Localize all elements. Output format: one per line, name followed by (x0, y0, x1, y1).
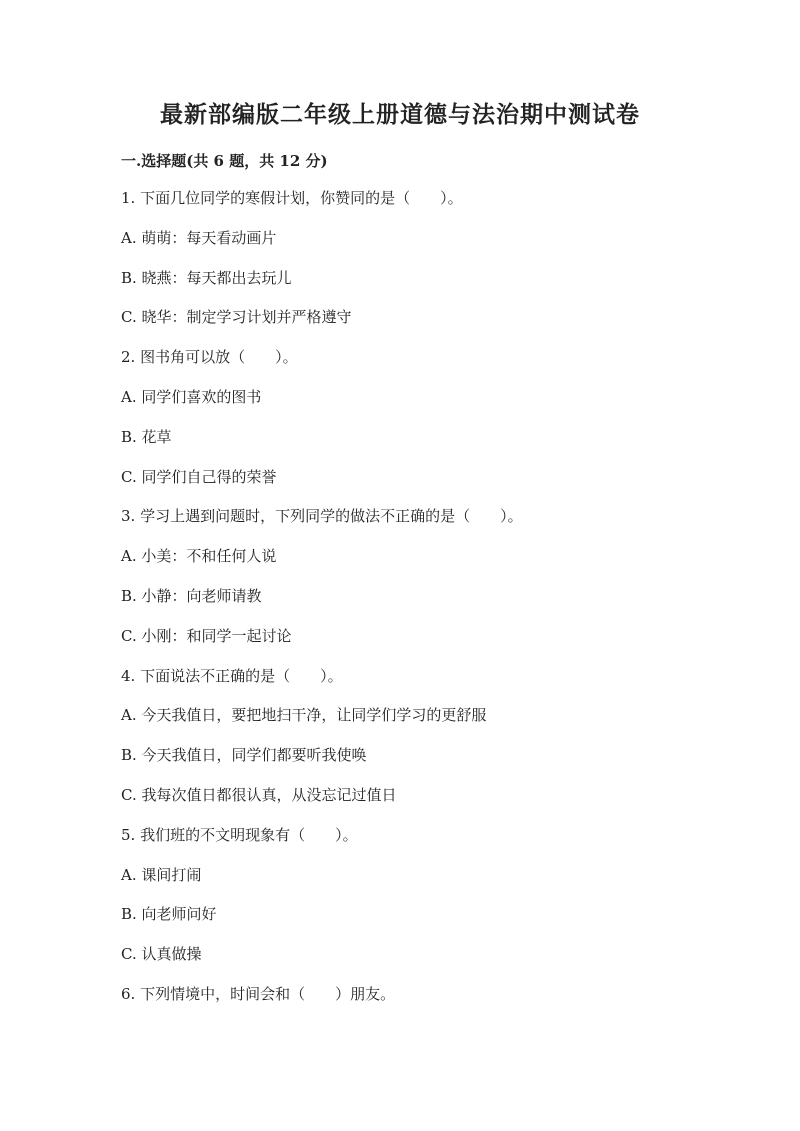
answer-option: B. 向老师问好 (121, 905, 217, 924)
answer-option: B. 花草 (121, 427, 172, 446)
answer-option: B. 晓燕：每天都出去玩儿 (121, 268, 292, 287)
answer-option: C. 晓华：制定学习计划并严格遵守 (121, 308, 352, 327)
answer-option: C. 同学们自己得的荣誉 (121, 467, 277, 486)
answer-option: A. 课间打闹 (121, 865, 202, 884)
question-stem: 6. 下列情境中，时间会和（ ）朋友。 (121, 984, 396, 1003)
question-stem: 3. 学习上遇到问题时，下列同学的做法不正确的是（ ）。 (121, 507, 523, 526)
answer-option: C. 认真做操 (121, 945, 202, 964)
question-list (121, 182, 721, 1018)
question-stem: 1. 下面几位同学的寒假计划，你赞同的是（ ）。 (121, 189, 463, 207)
answer-option: B. 小静：向老师请教 (121, 586, 262, 605)
page-title: 最新部编版二年级上册道德与法治期中测试卷 (160, 101, 640, 128)
answer-option: A. 小美：不和任何人说 (121, 547, 277, 566)
answer-option: A. 萌萌：每天看动画片 (121, 228, 277, 247)
section-heading: 一.选择题(共 6 题，共 12 分) (121, 152, 328, 170)
answer-option: C. 小刚：和同学一起讨论 (121, 626, 292, 645)
question-stem: 5. 我们班的不文明现象有（ ）。 (121, 825, 358, 844)
answer-option: C. 我每次值日都很认真，从没忘记过值日 (121, 785, 397, 804)
answer-option: A. 今天我值日，要把地扫干净，让同学们学习的更舒服 (121, 706, 487, 725)
answer-option: B. 今天我值日，同学们都要听我使唤 (121, 746, 367, 765)
answer-option: A. 同学们喜欢的图书 (121, 387, 262, 406)
question-stem: 2. 图书角可以放（ ）。 (121, 348, 298, 367)
question-stem: 4. 下面说法不正确的是（ ）。 (121, 666, 343, 685)
